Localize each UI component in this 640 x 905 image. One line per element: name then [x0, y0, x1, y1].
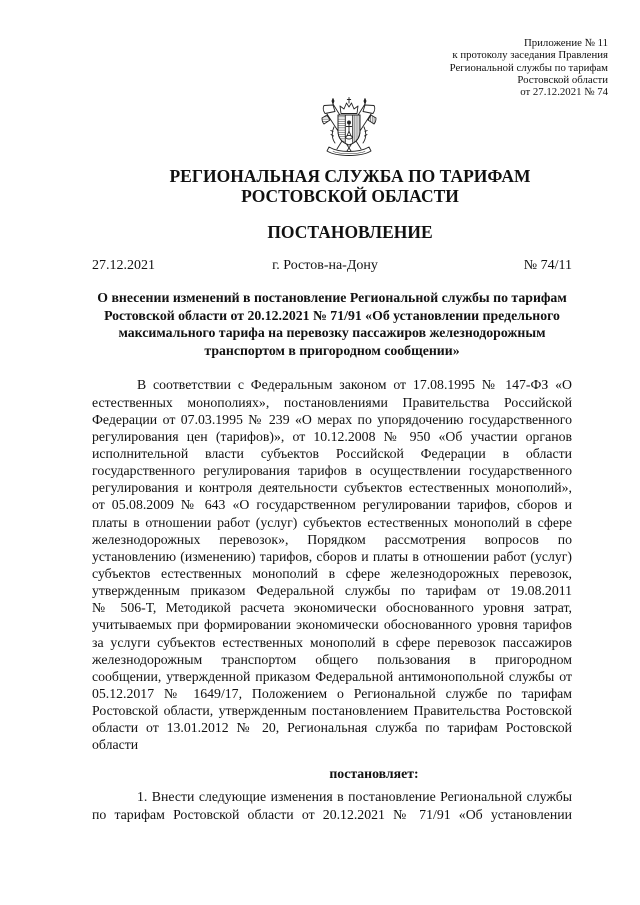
text-line: 05.12.2017 № 1649/17, Положением о Региональной службе по тарифам: [92, 685, 572, 701]
subject-line: максимального тарифа на перевозку пассажиров железнодорожным: [118, 325, 546, 341]
text-line: исполнительной власти субъектов Российской Федерации в области: [92, 445, 572, 461]
text-line: от 05.08.2009 № 643 «О государственном регулировании тарифов, сборов и: [92, 497, 572, 513]
text-line: В соответствии с Федеральным законом от 17.08.1995 № 147-ФЗ «О: [137, 377, 572, 393]
subject-line: транспортом в пригородном сообщении»: [204, 342, 460, 358]
text-line: по тарифам Ростовской области от 20.12.2021 № 71/91 «Об установлении: [92, 806, 572, 822]
header-title-line: РОСТОВСКОЙ ОБЛАСТИ: [241, 186, 459, 206]
text-line: 1. Внести следующие изменения в постановление Региональной службы: [137, 789, 572, 805]
clause-1-paragraph: [92, 788, 572, 823]
header-title-line: РЕГИОНАЛЬНАЯ СЛУЖБА ПО ТАРИФАМ: [169, 166, 531, 186]
text-line: Ростовской области, утвержденным постановлением Правительства Ростовской: [92, 703, 572, 719]
text-line: области от 13.01.2012 № 20, Региональная служба по тарифам Ростовской: [92, 720, 572, 736]
doc-place: г. Ростов-на-Дону: [272, 258, 378, 273]
doc-type-label: ПОСТАНОВЛЕНИЕ: [267, 222, 433, 242]
subject-line: О внесении изменений в постановление Региональной службы по тарифам: [97, 290, 567, 305]
doc-number: № 74/11: [523, 258, 572, 273]
text-line: регулирования цен (тарифов)», от 10.12.2008 № 950 «Об участии органов: [92, 428, 572, 444]
subject-heading: [92, 289, 572, 359]
text-line: платы в отношении работ (услуг) субъектов естественных монополий в сфере: [92, 514, 572, 530]
text-line: государственного регулирования тарифов в осуществлении государственного: [92, 463, 572, 479]
text-line: регулирования и контроля деятельности субъектов естественных монополий»,: [92, 480, 572, 496]
header-title: [70, 166, 630, 206]
appendix-note-line: к протоколу заседания Правления: [452, 49, 608, 62]
appendix-note-line: Приложение № 11: [523, 37, 608, 49]
preamble-paragraph: [92, 376, 572, 753]
text-line: сообщении, утвержденной приказом Федеральной антимонопольной службы от: [92, 668, 572, 684]
text-line: № 506-Т, Методикой расчета экономически обоснованного уровня затрат,: [92, 600, 572, 616]
resolution-word: постановляет:: [329, 766, 419, 782]
text-line: области: [92, 737, 139, 753]
text-line: Федерации от 07.03.1995 № 239 «О мерах по упорядочению государственного: [92, 411, 572, 427]
text-line: утвержденным приказом Федеральной службы по тарифам от 19.08.2011: [92, 583, 572, 599]
appendix-note-line: от 27.12.2021 № 74: [520, 86, 608, 98]
text-line: естественных монополиях», постановлениями Правительства Российской: [92, 394, 572, 410]
text-line: субъектов естественных монополий в сфере железнодорожных перевозок,: [92, 565, 572, 581]
appendix-note-line: Региональной службы по тарифам: [449, 61, 608, 74]
doc-date: 27.12.2021: [92, 258, 155, 273]
text-line: железнодорожных перевозок», Порядком рассмотрения вопросов по: [92, 531, 572, 547]
text-line: установлению (изменению) тарифов, сборов и платы в отношении работ (услуг): [92, 548, 572, 564]
text-line: железнодорожным транспортом общего пользования в пригородном: [92, 651, 572, 667]
doc-type-title: [70, 222, 630, 242]
subject-line: Ростовской области от 20.12.2021 № 71/91 «Об установлении предельного: [104, 307, 560, 323]
text-line: за услуги субъектов естественных монополий в сфере перевозок пассажиров: [92, 634, 572, 650]
appendix-note: [368, 37, 608, 98]
coat-of-arms-icon: [321, 96, 377, 158]
appendix-note-line: Ростовской области: [517, 73, 608, 86]
text-line: учитываемых при формировании экономически обоснованного уровня тарифов: [92, 617, 572, 633]
